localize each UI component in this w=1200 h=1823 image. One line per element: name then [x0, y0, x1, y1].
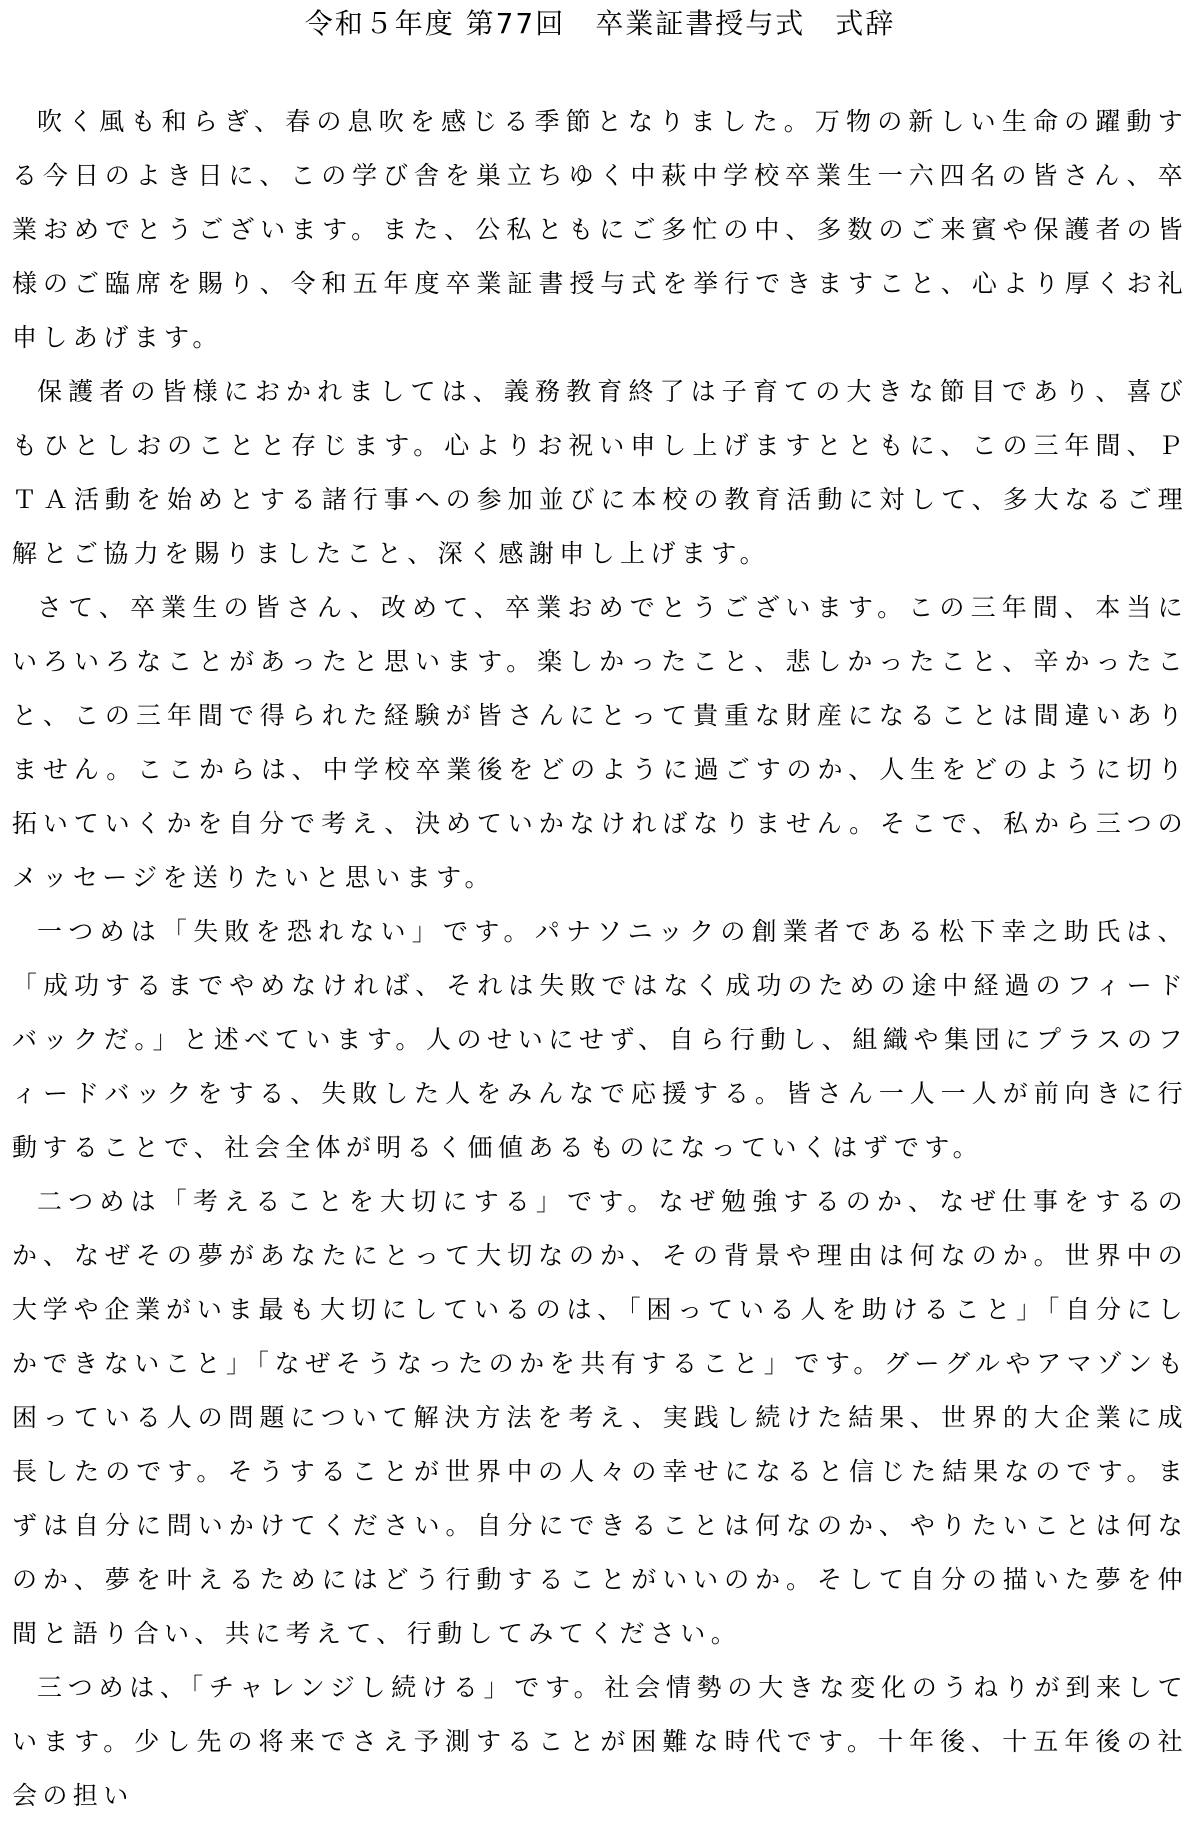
paragraph-message-one: 一つめは「失敗を恐れない」です。パナソニックの創業者である松下幸之助氏は、「成功するまでやめなければ、それは失敗ではなく成功のための途中経過のフィードバックだ。」と述べています。人のせいにせず、自ら行動し、組織や集団にプラスのフィードバックをする、失敗した人をみんなで応援する。皆さん一人一人が前向きに行動することで、社会全体が明るく価値あるものになっていくはずです。	[12, 917, 1188, 1162]
paragraph-guardians: 保護者の皆様におかれましては、義務教育終了は子育ての大きな節目であり、喜びもひとしおのことと存じます。心よりお祝い申し上げますとともに、この三年間、ＰＴＡ活動を始めとする諸行事への参加並びに本校の教育活動に対して、多大なるご理解とご協力を賜りましたこと、深く感謝申し上げます。	[12, 377, 1188, 568]
paragraph-graduates: さて、卒業生の皆さん、改めて、卒業おめでとうございます。この三年間、本当にいろいろなことがあったと思います。楽しかったこと、悲しかったこと、辛かったこと、この三年間で得られた経験が皆さんにとって貴重な財産になることは間違いありません。ここからは、中学校卒業後をどのように過ごすのか、人生をどのように切り拓いていくかを自分で考え、決めていかなければなりません。そこで、私から三つのメッセージを送りたいと思います。	[12, 593, 1189, 892]
speech-body	[12, 95, 1188, 1823]
paragraph-message-three: 三つめは、「チャレンジし続ける」です。社会情勢の大きな変化のうねりが到来しています。少し先の将来でさえ予測することが困難な時代です。十年後、十五年後の社会の担い	[12, 1673, 1188, 1810]
paragraph-greeting: 吹く風も和らぎ、春の息吹を感じる季節となりました。万物の新しい生命の躍動する今日のよき日に、この学び舎を巣立ちゆく中萩中学校卒業生一六四名の皆さん、卒業おめでとうございます。また、公私ともにご多忙の中、多数のご来賓や保護者の皆様のご臨席を賜り、令和五年度卒業証書授与式を挙行できますこと、心より厚くお礼申しあげます。	[12, 107, 1189, 352]
document-title: 令和５年度 第77回 卒業証書授与式 式辞	[304, 7, 896, 40]
paragraph-message-two: 二つめは「考えることを大切にする」です。なぜ勉強するのか、なぜ仕事をするのか、なぜその夢があなたにとって大切なのか、その背景や理由は何なのか。世界中の大学や企業がいま最も大切にしているのは、「困っている人を助けること」「自分にしかできないこと」「なぜそうなったのかを共有すること」です。グーグルやアマゾンも困っている人の問題について解決方法を考え、実践し続けた結果、世界的大企業に成長したのです。そうすることが世界中の人々の幸せになると信じた結果なのです。まずは自分に問いかけてください。自分にできることは何なのか、やりたいことは何なのか、夢を叶えるためにはどう行動することがいいのか。そして自分の描いた夢を仲間と語り合い、共に考えて、行動してみてください。	[12, 1187, 1188, 1648]
